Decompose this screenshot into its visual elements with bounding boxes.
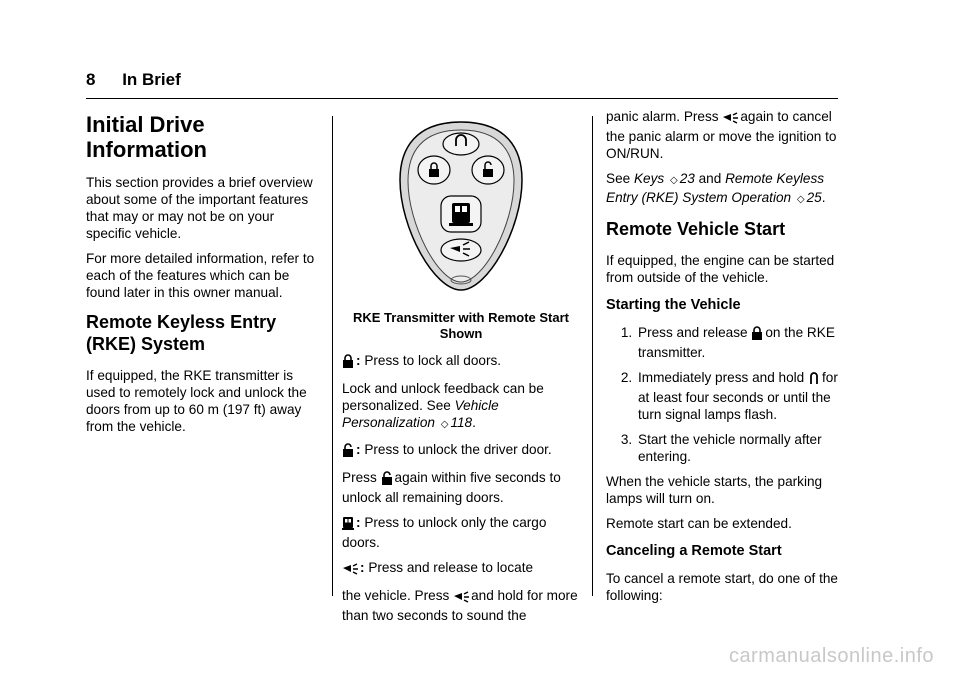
column-divider-right <box>592 116 593 596</box>
starting-vehicle-heading: Starting the Vehicle <box>606 297 741 313</box>
page-ref-118[interactable]: 118 <box>450 415 473 430</box>
remote-start-icon <box>808 371 820 389</box>
rke-transmitter-illustration <box>372 118 550 304</box>
panic-horn-icon <box>342 562 358 579</box>
cargo-door-icon <box>342 516 354 534</box>
cancel-paragraph: To cancel a remote start, do one of the following: <box>606 571 838 603</box>
feedback-paragraph: Lock and unlock feedback can be personalized. See Vehicle Personalization ◇ 118. <box>342 381 544 430</box>
details-paragraph: For more detailed information, refer to each of the features which can be found later in this owner manual. <box>86 251 315 300</box>
rke-operation-link[interactable]: Remote Keyless Entry (RKE) System Operation <box>606 171 825 205</box>
start-steps-list <box>606 324 842 465</box>
list-item: 3. Start the vehicle normally after entering. <box>636 431 842 465</box>
page-ref-icon: ◇ <box>796 194 805 205</box>
page-header <box>86 70 181 90</box>
page-ref-icon: ◇ <box>669 175 678 186</box>
see-also-paragraph: See Keys ◇ 23 and Remote Keyless Entry (RKE) System Operation ◇ 25. <box>606 171 826 205</box>
vehicle-personalization-link[interactable]: Vehicle Personalization <box>342 398 499 430</box>
section-title: In Brief <box>122 70 181 89</box>
list-item: 2. Immediately press and hold for at least four seconds or until the turn signal lamps flash. <box>636 369 842 423</box>
lock-icon <box>342 354 354 372</box>
lock-icon <box>751 326 763 344</box>
panic-cancel-paragraph: panic alarm. Press again to cancel the panic alarm or move the ignition to ON/RUN. <box>606 109 837 161</box>
panic-hold-paragraph: the vehicle. Press and hold for more than two seconds to sound the <box>342 588 578 623</box>
panic-horn-icon <box>453 590 469 607</box>
remote-start-paragraph: If equipped, the engine can be started from outside of the vehicle. <box>606 253 835 285</box>
cancel-remote-start-heading: Canceling a Remote Start <box>606 543 782 559</box>
page-ref-icon: ◇ <box>440 419 449 430</box>
list-item: 1. Press and release on the RKE transmitter. <box>636 324 842 361</box>
unlock-all-paragraph: Press again within five seconds to unlock all remaining doors. <box>342 470 561 505</box>
column-1 <box>86 108 322 443</box>
page-ref-25[interactable]: 25 <box>806 190 822 205</box>
unlock-icon <box>381 471 393 489</box>
page-number: 8 <box>86 70 96 89</box>
remote-start-heading: Remote Vehicle Start <box>606 219 786 239</box>
column-divider-left <box>332 116 333 596</box>
header-rule <box>86 98 838 99</box>
rke-paragraph: If equipped, the RKE transmitter is used to remotely lock and unlock the doors from up to 60 m (197 ft) away from the vehicle. <box>86 368 307 434</box>
panic-horn-icon <box>722 111 738 128</box>
column-3 <box>606 108 842 612</box>
cargo-description: : Press to unlock only the cargo doors. <box>342 515 547 550</box>
panic-description: : Press and release to locate <box>342 559 580 579</box>
keys-link[interactable]: Keys <box>633 171 665 186</box>
extend-paragraph: Remote start can be extended. <box>606 516 792 531</box>
unlock-icon <box>342 443 354 461</box>
intro-paragraph: This section provides a brief overview about some of the important features that may or may not be on your specific vehicle. <box>86 175 313 241</box>
rke-heading: Remote Keyless Entry (RKE) System <box>86 312 277 354</box>
parking-lamps-paragraph: When the vehicle starts, the parking lamps will turn on. <box>606 474 823 506</box>
watermark: carmanualsonline.info <box>728 645 934 667</box>
lock-description: : Press to lock all doors. <box>342 352 580 372</box>
column-2 <box>342 108 580 632</box>
page-ref-23[interactable]: 23 <box>679 171 695 186</box>
initial-drive-heading: Initial Drive Information <box>86 112 207 162</box>
figure-caption: RKE Transmitter with Remote Start Shown <box>353 310 569 341</box>
unlock-description: : Press to unlock the driver door. <box>342 441 580 461</box>
